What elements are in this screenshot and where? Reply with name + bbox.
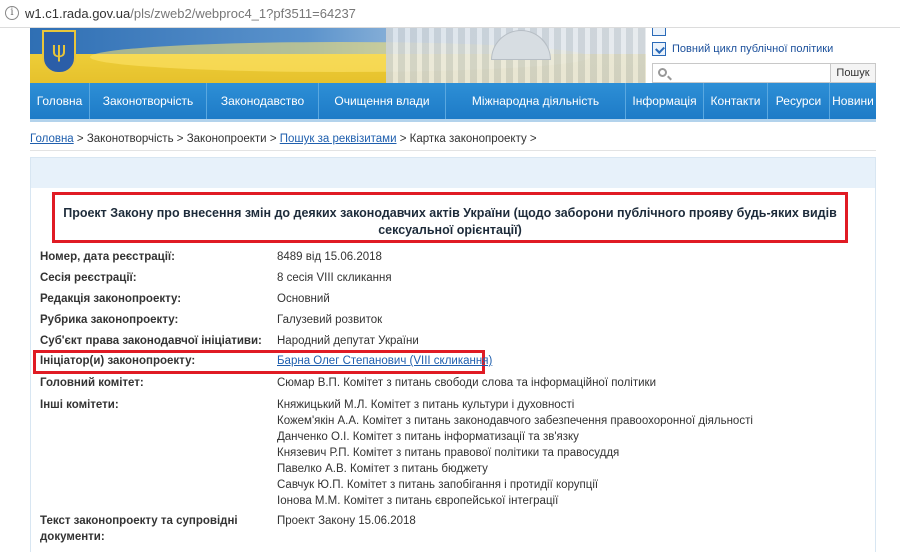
- initiator-label: Ініціатор(и) законопроекту:: [40, 355, 196, 367]
- url-path: /pls/zweb2/webproc4_1?pf3511=64237: [130, 6, 356, 21]
- panel-header-band: [31, 158, 875, 188]
- breadcrumb-home[interactable]: Головна: [30, 133, 74, 145]
- other-committee-item: Кожем'якін А.А. Комітет з питань законодавчого забезпечення правоохоронної діяльності: [277, 415, 753, 427]
- search-button[interactable]: Пошук: [831, 63, 876, 83]
- edition-label: Редакція законопроекту:: [40, 293, 182, 305]
- other-committees-label: Інші комітети:: [40, 399, 119, 411]
- breadcrumb-bills: Законопроекти: [186, 133, 267, 145]
- checklist-icon: [652, 42, 666, 56]
- other-committee-item: Княжицький М.Л. Комітет з питань культури і духовності: [277, 399, 575, 411]
- header-banner: [30, 28, 646, 83]
- main-navigation: [30, 83, 876, 119]
- main-committee-value: Сюмар В.П. Комітет з питань свободи слова та інформаційної політики: [277, 377, 656, 389]
- other-committee-item: Князевич Р.П. Комітет з питань правової політики та правосуддя: [277, 447, 620, 459]
- search-input[interactable]: [652, 63, 831, 83]
- document-icon[interactable]: [652, 28, 666, 36]
- browser-address-bar[interactable]: [0, 0, 900, 28]
- initiative-subject-value: Народний депутат України: [277, 335, 419, 347]
- initiator-link[interactable]: Барна Олег Степанович (VIII скликання): [277, 355, 493, 367]
- edition-value: Основний: [277, 293, 330, 305]
- site-search: [652, 63, 876, 83]
- nav-item-information[interactable]: Інформація: [626, 83, 704, 119]
- breadcrumb-card: Картка законопроекту: [409, 133, 527, 145]
- search-icon: [658, 68, 667, 77]
- nav-item-lawmaking[interactable]: Законотворчість: [90, 83, 207, 119]
- other-committee-item: Савчук Ю.П. Комітет з питань запобігання і протидії корупції: [277, 479, 599, 491]
- nav-item-legislation[interactable]: Законодавство: [207, 83, 319, 119]
- nav-item-home[interactable]: Головна: [30, 83, 90, 119]
- url-text[interactable]: [25, 6, 356, 21]
- nav-item-lustration[interactable]: Очищення влади: [319, 83, 446, 119]
- main-committee-label: Головний комітет:: [40, 377, 144, 389]
- divider: [30, 150, 876, 151]
- coat-of-arms-icon[interactable]: ψ: [42, 30, 76, 74]
- url-host: w1.c1.rada.gov.ua: [25, 6, 131, 21]
- nav-item-international[interactable]: Міжнародна діяльність: [446, 83, 626, 119]
- documents-label-line-2: документи:: [40, 531, 105, 543]
- nav-item-news[interactable]: Новини: [832, 94, 874, 108]
- documents-value: Проект Закону 15.06.2018: [277, 515, 416, 527]
- nav-item-resources[interactable]: Ресурси: [768, 83, 830, 119]
- breadcrumb: Головна > Законотворчість > Законопроекти > Пошук за реквізитами > Картка законопроекту >: [30, 133, 537, 145]
- session-label: Сесія реєстрації:: [40, 272, 137, 284]
- public-policy-cycle-link[interactable]: [652, 41, 833, 57]
- nav-underline: [30, 119, 876, 122]
- bill-title-line-1: Проект Закону про внесення змін до деяких законодавчих актів України (щодо заборони публічного прояву будь-яких видів: [63, 206, 837, 220]
- other-committee-item: Павелко А.В. Комітет з питань бюджету: [277, 463, 488, 475]
- rubric-label: Рубрика законопроекту:: [40, 314, 179, 326]
- nav-item-contacts[interactable]: Контакти: [704, 83, 768, 119]
- breadcrumb-search[interactable]: Пошук за реквізитами: [279, 133, 397, 145]
- rubric-value: Галузевий розвиток: [277, 314, 383, 326]
- other-committee-item: Іонова М.М. Комітет з питань європейської інтеграції: [277, 495, 559, 507]
- initiative-subject-label: Суб'єкт права законодавчої ініціативи:: [40, 335, 262, 347]
- public-policy-cycle-label: Повний цикл публічної політики: [672, 43, 834, 55]
- number-date-label: Номер, дата реєстрації:: [40, 251, 175, 263]
- breadcrumb-lawmaking: Законотворчість: [86, 133, 174, 145]
- other-committee-item: Данченко О.І. Комітет з питань інформатизації та зв'язку: [277, 431, 579, 443]
- session-value: 8 сесія VIII скликання: [277, 272, 392, 284]
- bill-title: [52, 192, 848, 243]
- site-info-icon[interactable]: i: [5, 6, 19, 20]
- number-date-value: 8489 від 15.06.2018: [277, 251, 382, 263]
- documents-label-line-1: Текст законопроекту та супровідні: [40, 515, 238, 527]
- bill-title-line-2: сексуальної орієнтації): [378, 223, 522, 237]
